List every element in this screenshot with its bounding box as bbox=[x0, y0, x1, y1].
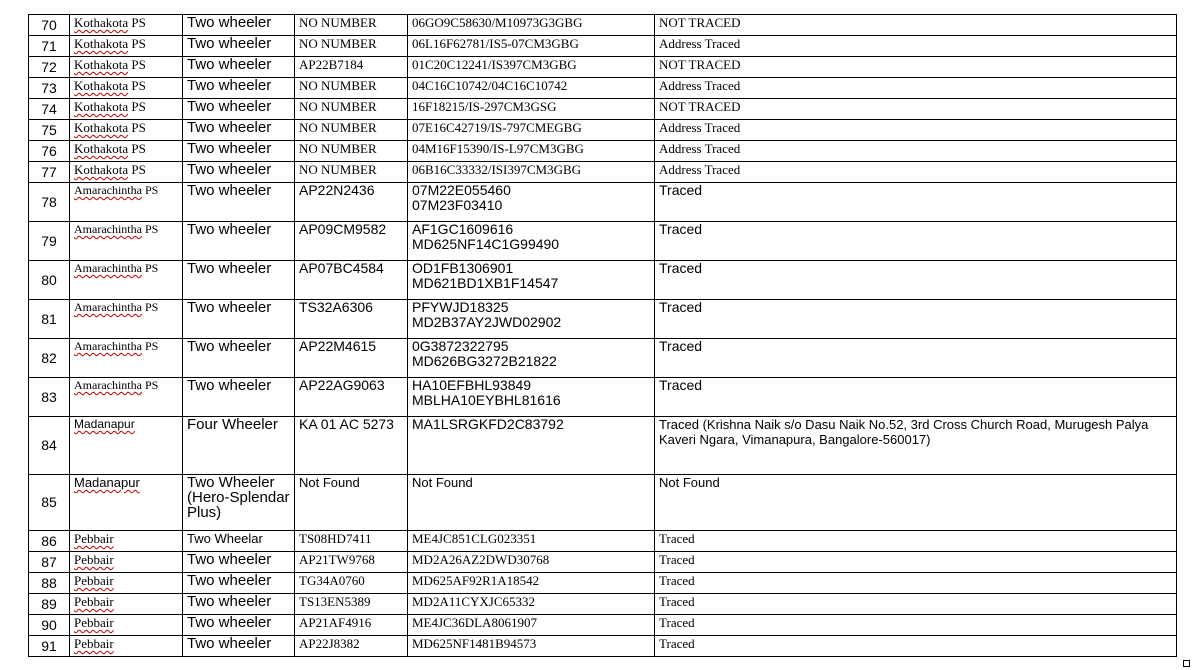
spellcheck-word: Pebbair bbox=[74, 615, 114, 630]
station-suffix: PS bbox=[128, 78, 146, 93]
trace-status-cell: Traced bbox=[655, 573, 1177, 594]
spellcheck-word: Pebbair bbox=[74, 636, 114, 651]
chassis-line-2: MD626BG3272B21822 bbox=[412, 353, 557, 369]
table-row bbox=[29, 141, 1177, 162]
table-resize-handle[interactable] bbox=[1183, 660, 1190, 667]
registration-cell: NO NUMBER bbox=[295, 36, 408, 57]
table-row bbox=[29, 183, 1177, 222]
chassis-engine-cell bbox=[408, 162, 655, 183]
table-row bbox=[29, 300, 1177, 339]
vehicle-type-cell: Two Wheeler (Hero-Splendar Plus) bbox=[183, 475, 295, 531]
chassis-engine-cell bbox=[408, 261, 655, 300]
table-body bbox=[29, 15, 1177, 657]
row-number-cell: 86 bbox=[29, 531, 70, 552]
table-row bbox=[29, 339, 1177, 378]
police-station-cell bbox=[70, 120, 183, 141]
trace-status-cell: Traced bbox=[655, 378, 1177, 417]
station-suffix: PS bbox=[141, 339, 159, 353]
vehicle-type-cell: Two wheeler bbox=[183, 636, 295, 657]
vehicle-type-cell: Two wheeler bbox=[183, 300, 295, 339]
vehicle-type-cell: Two wheeler bbox=[183, 615, 295, 636]
table-row bbox=[29, 78, 1177, 99]
spellcheck-word: Amarachintha bbox=[74, 261, 142, 275]
spellcheck-word: Amarachintha bbox=[74, 222, 142, 236]
chassis-engine-cell bbox=[408, 531, 655, 552]
row-number-cell: 83 bbox=[29, 378, 70, 417]
chassis-line-1: 07E16C42719/IS-797CMEGBG bbox=[412, 120, 582, 135]
spellcheck-word: Amarachintha bbox=[74, 378, 142, 392]
police-station-cell bbox=[70, 261, 183, 300]
spellcheck-word: Amarachintha bbox=[74, 339, 142, 353]
row-number-cell: 72 bbox=[29, 57, 70, 78]
police-station-cell bbox=[70, 99, 183, 120]
row-number-cell: 74 bbox=[29, 99, 70, 120]
station-suffix: PS bbox=[128, 15, 146, 30]
trace-status-cell: Traced bbox=[655, 552, 1177, 573]
row-number-cell: 84 bbox=[29, 417, 70, 475]
vehicle-type-cell: Two wheeler bbox=[183, 99, 295, 120]
station-suffix: PS bbox=[141, 300, 159, 314]
trace-status-cell: NOT TRACED bbox=[655, 15, 1177, 36]
vehicle-type-cell: Two wheeler bbox=[183, 378, 295, 417]
registration-cell: AP22M4615 bbox=[295, 339, 408, 378]
chassis-engine-cell bbox=[408, 57, 655, 78]
chassis-line-1: 01C20C12241/IS397CM3GBG bbox=[412, 57, 577, 72]
spellcheck-word: Madanapur bbox=[74, 417, 135, 431]
table-row bbox=[29, 36, 1177, 57]
station-suffix: PS bbox=[128, 162, 146, 177]
trace-status-cell: Traced bbox=[655, 222, 1177, 261]
police-station-cell bbox=[70, 594, 183, 615]
trace-status-cell: Address Traced bbox=[655, 141, 1177, 162]
police-station-cell bbox=[70, 573, 183, 594]
trace-status-cell: Traced bbox=[655, 261, 1177, 300]
vehicle-type-cell: Two Wheelar bbox=[183, 531, 295, 552]
trace-status-cell: Address Traced bbox=[655, 78, 1177, 99]
table-row bbox=[29, 15, 1177, 36]
table-row bbox=[29, 99, 1177, 120]
row-number-cell: 75 bbox=[29, 120, 70, 141]
trace-status-cell: Not Found bbox=[655, 475, 1177, 531]
vehicle-type-cell: Two wheeler bbox=[183, 339, 295, 378]
trace-status-cell: Traced bbox=[655, 183, 1177, 222]
chassis-engine-cell bbox=[408, 475, 655, 531]
spellcheck-word: Madanapur bbox=[74, 475, 140, 490]
registration-cell: AP22B7184 bbox=[295, 57, 408, 78]
chassis-line-2: MD625NF14C1G99490 bbox=[412, 236, 560, 252]
chassis-line-1: Not Found bbox=[412, 475, 473, 490]
trace-status-cell: Address Traced bbox=[655, 162, 1177, 183]
table-row bbox=[29, 261, 1177, 300]
chassis-engine-cell bbox=[408, 183, 655, 222]
chassis-line-1: HA10EFBHL93849 bbox=[412, 377, 532, 393]
table-row bbox=[29, 531, 1177, 552]
registration-cell: NO NUMBER bbox=[295, 78, 408, 99]
row-number-cell: 73 bbox=[29, 78, 70, 99]
vehicle-type-cell: Two wheeler bbox=[183, 162, 295, 183]
station-suffix: PS bbox=[128, 36, 146, 51]
vehicle-trace-table bbox=[28, 14, 1177, 657]
chassis-line-1: MD2A11CYXJC65332 bbox=[412, 594, 536, 609]
chassis-line-1: 06L16F62781/IS5-07CM3GBG bbox=[412, 36, 579, 51]
spellcheck-word: Kothakota bbox=[74, 141, 129, 156]
spellcheck-word: Kothakota bbox=[74, 78, 129, 93]
police-station-cell bbox=[70, 475, 183, 531]
trace-status-cell: NOT TRACED bbox=[655, 57, 1177, 78]
spellcheck-word: Pebbair bbox=[74, 552, 114, 567]
station-suffix: PS bbox=[128, 57, 146, 72]
vehicle-type-cell: Two wheeler bbox=[183, 78, 295, 99]
chassis-line-1: 0G3872322795 bbox=[412, 338, 509, 354]
chassis-line-1: ME4JC851CLG023351 bbox=[412, 531, 537, 546]
police-station-cell bbox=[70, 636, 183, 657]
police-station-cell bbox=[70, 36, 183, 57]
table-row bbox=[29, 222, 1177, 261]
vehicle-type-cell: Two wheeler bbox=[183, 594, 295, 615]
chassis-engine-cell bbox=[408, 615, 655, 636]
registration-cell: TS13EN5389 bbox=[295, 594, 408, 615]
chassis-engine-cell bbox=[408, 378, 655, 417]
chassis-line-1: MD625NF1481B94573 bbox=[412, 636, 537, 651]
police-station-cell bbox=[70, 552, 183, 573]
chassis-engine-cell bbox=[408, 339, 655, 378]
police-station-cell bbox=[70, 339, 183, 378]
vehicle-type-cell: Two wheeler bbox=[183, 15, 295, 36]
spellcheck-word: Kothakota bbox=[74, 99, 129, 114]
table-row bbox=[29, 552, 1177, 573]
registration-cell: TS32A6306 bbox=[295, 300, 408, 339]
spellcheck-word: Kothakota bbox=[74, 120, 129, 135]
row-number-cell: 70 bbox=[29, 15, 70, 36]
chassis-line-1: ME4JC36DLA8061907 bbox=[412, 615, 537, 630]
table-row bbox=[29, 378, 1177, 417]
trace-status-cell: Traced (Krishna Naik s/o Dasu Naik No.52, 3rd Cross Church Road, Murugesh Palya Kaveri Ngara, Vimanapura, Bangalore-560017) bbox=[655, 417, 1177, 475]
row-number-cell: 91 bbox=[29, 636, 70, 657]
chassis-engine-cell bbox=[408, 15, 655, 36]
spellcheck-word: Kothakota bbox=[74, 162, 129, 177]
chassis-engine-cell bbox=[408, 141, 655, 162]
station-suffix: PS bbox=[141, 261, 159, 275]
vehicle-type-cell: Two wheeler bbox=[183, 57, 295, 78]
trace-status-cell: Traced bbox=[655, 300, 1177, 339]
chassis-engine-cell bbox=[408, 300, 655, 339]
row-number-cell: 82 bbox=[29, 339, 70, 378]
table-row bbox=[29, 162, 1177, 183]
row-number-cell: 77 bbox=[29, 162, 70, 183]
registration-cell: AP22N2436 bbox=[295, 183, 408, 222]
chassis-engine-cell bbox=[408, 594, 655, 615]
spellcheck-word: Pebbair bbox=[74, 573, 114, 588]
trace-status-cell: Address Traced bbox=[655, 120, 1177, 141]
chassis-line-1: 04M16F15390/IS-L97CM3GBG bbox=[412, 141, 584, 156]
police-station-cell bbox=[70, 531, 183, 552]
chassis-engine-cell bbox=[408, 222, 655, 261]
chassis-line-1: MA1LSRGKFD2C83792 bbox=[412, 416, 564, 432]
chassis-line-1: MD625AF92R1A18542 bbox=[412, 573, 540, 588]
police-station-cell bbox=[70, 78, 183, 99]
vehicle-type-cell: Two wheeler bbox=[183, 222, 295, 261]
table-row bbox=[29, 57, 1177, 78]
row-number-cell: 71 bbox=[29, 36, 70, 57]
vehicle-type-cell: Two wheeler bbox=[183, 552, 295, 573]
row-number-cell: 87 bbox=[29, 552, 70, 573]
table-row bbox=[29, 594, 1177, 615]
chassis-line-1: PFYWJD18325 bbox=[412, 299, 509, 315]
spellcheck-word: Kothakota bbox=[74, 15, 129, 30]
table-row bbox=[29, 475, 1177, 531]
chassis-line-1: 06GO9C58630/M10973G3GBG bbox=[412, 15, 583, 30]
trace-status-cell: Traced bbox=[655, 594, 1177, 615]
table-row bbox=[29, 573, 1177, 594]
row-number-cell: 81 bbox=[29, 300, 70, 339]
chassis-engine-cell bbox=[408, 120, 655, 141]
row-number-cell: 85 bbox=[29, 475, 70, 531]
row-number-cell: 76 bbox=[29, 141, 70, 162]
spellcheck-word: Pebbair bbox=[74, 531, 114, 546]
trace-status-cell: Traced bbox=[655, 615, 1177, 636]
trace-status-cell: Address Traced bbox=[655, 36, 1177, 57]
row-number-cell: 89 bbox=[29, 594, 70, 615]
vehicle-type-cell: Two wheeler bbox=[183, 120, 295, 141]
chassis-line-1: 07M22E055460 bbox=[412, 182, 511, 198]
chassis-line-1: MD2A26AZ2DWD30768 bbox=[412, 552, 550, 567]
vehicle-type-cell: Two wheeler bbox=[183, 261, 295, 300]
vehicle-type-cell: Two wheeler bbox=[183, 183, 295, 222]
registration-cell: NO NUMBER bbox=[295, 162, 408, 183]
table-row bbox=[29, 615, 1177, 636]
police-station-cell bbox=[70, 183, 183, 222]
station-suffix: PS bbox=[128, 120, 146, 135]
chassis-engine-cell bbox=[408, 552, 655, 573]
station-suffix: PS bbox=[128, 141, 146, 156]
registration-cell: NO NUMBER bbox=[295, 120, 408, 141]
chassis-line-2: MD2B37AY2JWD02902 bbox=[412, 314, 562, 330]
station-suffix: PS bbox=[141, 183, 159, 197]
registration-cell: NO NUMBER bbox=[295, 99, 408, 120]
registration-cell: NO NUMBER bbox=[295, 15, 408, 36]
police-station-cell bbox=[70, 141, 183, 162]
registration-cell: AP07BC4584 bbox=[295, 261, 408, 300]
chassis-engine-cell bbox=[408, 573, 655, 594]
spellcheck-word: Pebbair bbox=[74, 594, 114, 609]
chassis-line-1: 04C16C10742/04C16C10742 bbox=[412, 78, 568, 93]
vehicle-type-cell: Two wheeler bbox=[183, 573, 295, 594]
chassis-engine-cell bbox=[408, 99, 655, 120]
chassis-engine-cell bbox=[408, 417, 655, 475]
chassis-line-2: MD621BD1XB1F14547 bbox=[412, 275, 559, 291]
trace-status-cell: Traced bbox=[655, 339, 1177, 378]
chassis-engine-cell bbox=[408, 636, 655, 657]
trace-status-cell: NOT TRACED bbox=[655, 99, 1177, 120]
police-station-cell bbox=[70, 300, 183, 339]
chassis-line-1: 16F18215/IS-297CM3GSG bbox=[412, 99, 557, 114]
police-station-cell bbox=[70, 378, 183, 417]
police-station-cell bbox=[70, 15, 183, 36]
spellcheck-word: Amarachintha bbox=[74, 300, 142, 314]
registration-cell: AP21TW9768 bbox=[295, 552, 408, 573]
police-station-cell bbox=[70, 57, 183, 78]
vehicle-type-cell: Two wheeler bbox=[183, 141, 295, 162]
station-suffix: PS bbox=[128, 99, 146, 114]
row-number-cell: 78 bbox=[29, 183, 70, 222]
trace-status-cell: Traced bbox=[655, 531, 1177, 552]
spellcheck-word: Kothakota bbox=[74, 57, 129, 72]
police-station-cell bbox=[70, 222, 183, 261]
chassis-line-1: AF1GC1609616 bbox=[412, 221, 514, 237]
registration-cell: AP22AG9063 bbox=[295, 378, 408, 417]
registration-cell: KA 01 AC 5273 bbox=[295, 417, 408, 475]
station-suffix: PS bbox=[141, 222, 159, 236]
row-number-cell: 90 bbox=[29, 615, 70, 636]
row-number-cell: 80 bbox=[29, 261, 70, 300]
registration-cell: AP09CM9582 bbox=[295, 222, 408, 261]
table-row bbox=[29, 636, 1177, 657]
registration-cell: Not Found bbox=[295, 475, 408, 531]
spellcheck-word: Amarachintha bbox=[74, 183, 142, 197]
row-number-cell: 79 bbox=[29, 222, 70, 261]
registration-cell: TG34A0760 bbox=[295, 573, 408, 594]
trace-status-cell: Traced bbox=[655, 636, 1177, 657]
vehicle-type-cell: Four Wheeler bbox=[183, 417, 295, 475]
police-station-cell bbox=[70, 417, 183, 475]
row-number-cell: 88 bbox=[29, 573, 70, 594]
station-suffix: PS bbox=[141, 378, 159, 392]
chassis-line-1: OD1FB1306901 bbox=[412, 260, 514, 276]
police-station-cell bbox=[70, 615, 183, 636]
registration-cell: NO NUMBER bbox=[295, 141, 408, 162]
chassis-line-2: MBLHA10EYBHL81616 bbox=[412, 392, 561, 408]
registration-cell: TS08HD7411 bbox=[295, 531, 408, 552]
police-station-cell bbox=[70, 162, 183, 183]
vehicle-type-cell: Two wheeler bbox=[183, 36, 295, 57]
chassis-engine-cell bbox=[408, 78, 655, 99]
chassis-engine-cell bbox=[408, 36, 655, 57]
table-row bbox=[29, 417, 1177, 475]
spellcheck-word: Kothakota bbox=[74, 36, 129, 51]
chassis-line-1: 06B16C33332/ISI397CM3GBG bbox=[412, 162, 582, 177]
chassis-line-2: 07M23F03410 bbox=[412, 197, 503, 213]
registration-cell: AP22J8382 bbox=[295, 636, 408, 657]
registration-cell: AP21AF4916 bbox=[295, 615, 408, 636]
table-row bbox=[29, 120, 1177, 141]
